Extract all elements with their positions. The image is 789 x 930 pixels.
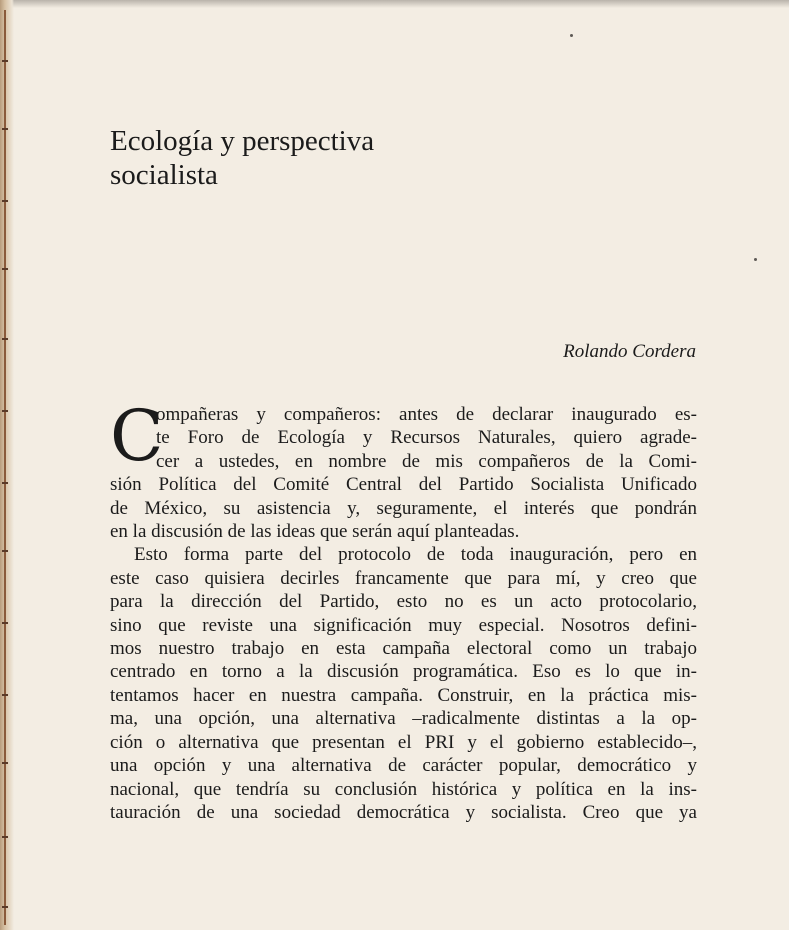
text-line: Esto forma parte del protocolo de toda inauguración, pero en	[134, 544, 697, 566]
text-line: tentamos hacer en nuestra campaña. Construir, en la práctica mis-	[110, 684, 697, 706]
text-line: sión Política del Comité Central del Partido Socialista Unificado	[110, 474, 697, 496]
text-line: tauración de una sociedad democrática y socialista. Creo que ya	[110, 801, 697, 823]
paper-speck	[754, 258, 757, 261]
text-line: ma, una opción, una alternativa –radicalmente distintas a la op-	[110, 708, 697, 730]
binding-stitch	[2, 906, 8, 908]
page-binding	[0, 0, 14, 930]
text-line: te Foro de Ecología y Recursos Naturales, quiero agrade-	[156, 427, 697, 449]
binding-stitch	[2, 836, 8, 838]
binding-stitch	[2, 550, 8, 552]
binding-stitch	[2, 200, 8, 202]
binding-stitch	[2, 410, 8, 412]
author-name: Rolando Cordera	[563, 341, 696, 362]
binding-stitch	[2, 762, 8, 764]
article-body	[110, 395, 697, 824]
binding-stitch	[2, 268, 8, 270]
binding-stitch	[2, 622, 8, 624]
binding-stitch	[2, 338, 8, 340]
text-line: de México, su asistencia y, seguramente, el interés que pondrán	[110, 497, 697, 519]
chapter-title-line: socialista	[110, 159, 218, 191]
paragraph-1	[110, 395, 697, 543]
text-line: para la dirección del Partido, esto no es un acto protocolario,	[110, 591, 697, 613]
text-line: nacional, que tendría su conclusión histórica y política en la ins-	[110, 778, 697, 800]
text-line: sino que reviste una significación muy especial. Nosotros defini-	[110, 614, 697, 636]
text-line: cer a ustedes, en nombre de mis compañeros de la Comi-	[156, 450, 697, 472]
chapter-title	[110, 124, 374, 192]
chapter-title-line: Ecología y perspectiva	[110, 125, 375, 157]
text-line: ompañeras y compañeros: antes de declarar inaugurado es-	[156, 404, 697, 425]
binding-stitch	[2, 694, 8, 696]
text-line: en la discusión de las ideas que serán aquí planteadas.	[110, 521, 520, 543]
binding-thread	[4, 10, 6, 925]
scan-top-edge	[0, 0, 789, 8]
text-line: este caso quisiera decirles francamente que para mí, y creo que	[110, 567, 697, 589]
paragraph-2	[110, 543, 697, 824]
binding-stitch	[2, 482, 8, 484]
text-line: una opción y una alternativa de carácter popular, democrático y	[110, 755, 697, 777]
text-line: ción o alternativa que presentan el PRI y el gobierno establecido–,	[110, 731, 697, 753]
binding-stitch	[2, 60, 8, 62]
drop-cap: C	[110, 395, 164, 477]
text-line: centrado en torno a la discusión programática. Eso es lo que in-	[110, 661, 697, 683]
text-line: mos nuestro trabajo en esta campaña electoral como un trabajo	[110, 638, 697, 660]
paper-speck	[570, 34, 573, 37]
binding-stitch	[2, 128, 8, 130]
